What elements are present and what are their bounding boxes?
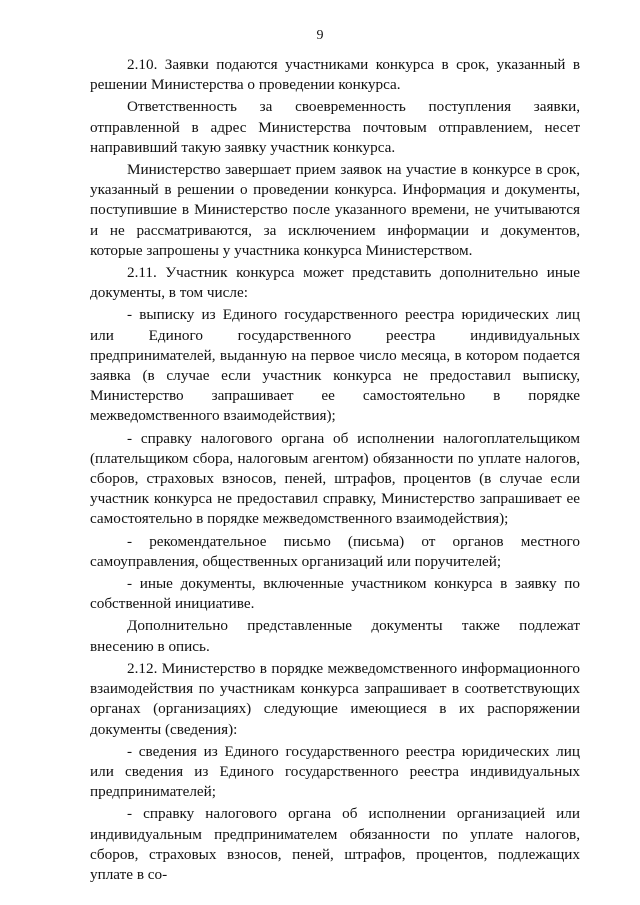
paragraph-2-11: 2.11. Участник конкурса может представить дополнительно иные документы, в том числе: (90, 264, 580, 302)
paragraph-2-12: 2.12. Министерство в порядке межведомственного информационного взаимодействия по участникам конкурса запрашивает в соответствующих органах (организациях) следующие имеющиеся в их распоряжении документы (сведения): (90, 659, 580, 738)
list-item-recommendation-letter: - рекомендательное письмо (письма) от органов местного самоуправления, общественных организаций или поручителей; (90, 532, 580, 570)
list-item-tax-obligation: - справку налогового органа об исполнении организацией или индивидуальным предпринимателем обязанности по уплате налогов, сборов, страховых взносов, пеней, штрафов, процентов, подлежащих уплате в со- (90, 805, 580, 883)
document-body (90, 55, 580, 887)
paragraph-responsibility: Ответственность за своевременность поступления заявки, отправленной в адрес Министерства почтовым отправлением, несет направивший такую заявку участник конкурса. (90, 98, 580, 156)
list-item-registry-extract: - выписку из Единого государственного реестра юридических лиц или Единого государственного реестра индивидуальных предпринимателей, выданную на первое число месяца, в котором подается заявка (в случае если участник конкурса не предоставил выписку, Министерство запрашивает ее самостоятельно в порядке межведомственного взаимодействия); (90, 306, 580, 425)
list-item-registry-info: - сведения из Единого государственного реестра юридических лиц или сведения из Единого государственного реестра индивидуальных предпринимателей; (90, 742, 580, 801)
paragraph-deadline: Министерство завершает прием заявок на участие в конкурсе в срок, указанный в решении о проведении конкурса. Информация и документы, поступившие в Министерство после указанного времени, не учитываются и не рассматриваются, за исключением информации и документов, которые запрошены у участника конкурса Министерством. (90, 161, 580, 259)
paragraph-inventory: Дополнительно представленные документы также подлежат внесению в опись. (90, 617, 580, 655)
list-item-tax-certificate: - справку налогового органа об исполнении налогоплательщиком (плательщиком сбора, налоговым агентом) обязанности по уплате налогов, сборов, страховых взносов, пеней, штрафов, процентов (в случае если участник конкурса не предоставил справку, Министерство запрашивает ее самостоятельно в порядке межведомственного взаимодействия); (90, 429, 580, 528)
paragraph-2-10: 2.10. Заявки подаются участниками конкурса в срок, указанный в решении Министерства о проведении конкурса. (90, 56, 580, 94)
page-number: 9 (316, 28, 324, 43)
list-item-other-documents: - иные документы, включенные участником конкурса в заявку по собственной инициативе. (90, 575, 580, 613)
